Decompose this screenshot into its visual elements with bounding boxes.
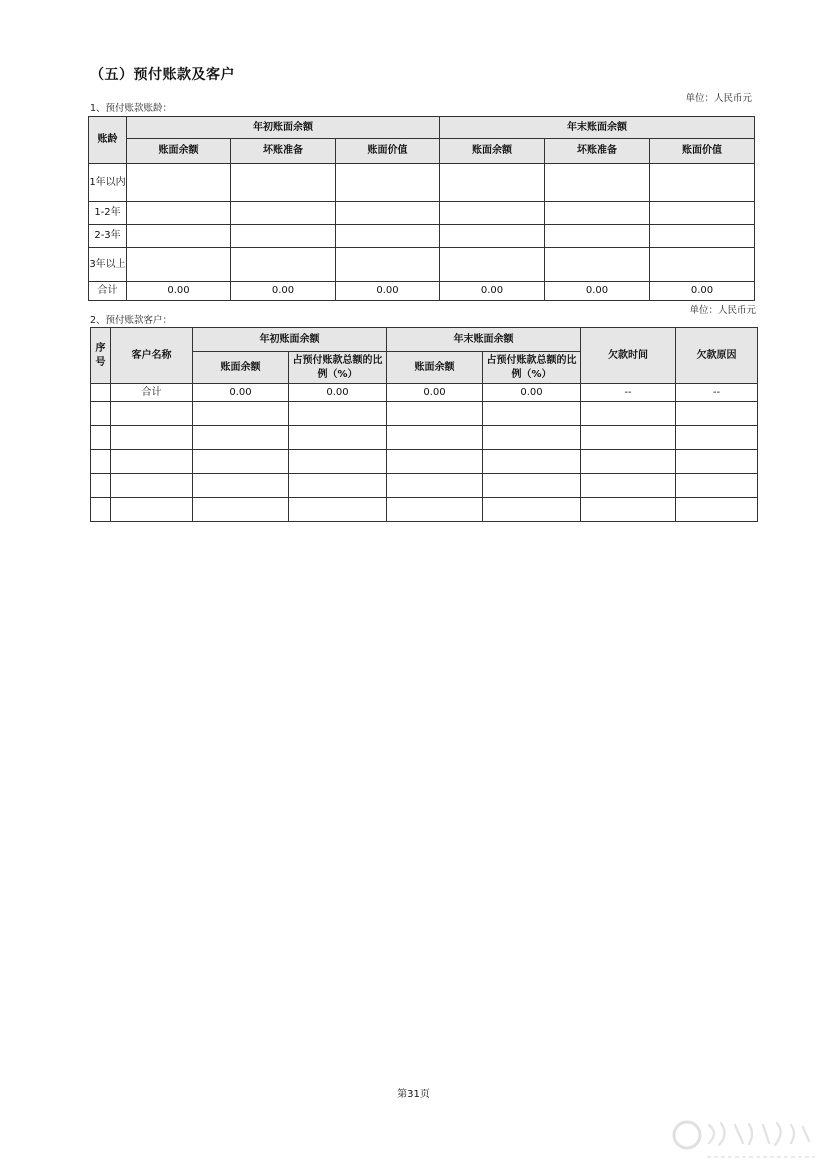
cell <box>387 402 483 426</box>
cell <box>581 498 676 522</box>
cell <box>676 450 758 474</box>
section-title: （五）预付账款及客户 <box>90 67 235 83</box>
cell <box>545 164 650 202</box>
table2-unit: 单位：人民币元 <box>689 305 756 316</box>
cell <box>440 225 545 248</box>
overdue-time-header: 欠款时间 <box>581 328 676 384</box>
cell: 0.00 <box>289 384 387 402</box>
cell: 0.00 <box>127 282 231 301</box>
sub-header: 账面余额 <box>127 139 231 164</box>
cell <box>111 402 193 426</box>
museum-watermark-logo <box>669 1115 819 1165</box>
cell <box>91 474 111 498</box>
sub-header: 账面余额 <box>387 352 483 384</box>
cell <box>231 202 336 225</box>
cell <box>483 498 581 522</box>
cell <box>676 474 758 498</box>
sub-header: 账面价值 <box>650 139 755 164</box>
sub-header: 账面余额 <box>440 139 545 164</box>
cell: 0.00 <box>650 282 755 301</box>
sub-header: 账面余额 <box>193 352 289 384</box>
cell <box>650 202 755 225</box>
cell <box>650 164 755 202</box>
cell <box>127 248 231 282</box>
row-label: 1-2年 <box>89 202 127 225</box>
cell: 合计 <box>111 384 193 402</box>
cell <box>387 450 483 474</box>
cell <box>91 426 111 450</box>
table1-unit: 单位：人民币元 <box>685 93 752 104</box>
cell <box>127 225 231 248</box>
cell <box>581 450 676 474</box>
table-row <box>91 402 758 426</box>
cell <box>193 498 289 522</box>
row-label: 合计 <box>89 282 127 301</box>
cell <box>193 426 289 450</box>
sub-header: 占预付账款总额的比例（%） <box>483 352 581 384</box>
table-row <box>89 202 755 225</box>
total-row <box>89 282 755 301</box>
cell <box>483 402 581 426</box>
cell <box>650 225 755 248</box>
cell <box>193 474 289 498</box>
cell <box>440 248 545 282</box>
seq-header: 序号 <box>91 328 111 384</box>
table-row <box>91 450 758 474</box>
cell <box>676 402 758 426</box>
cell <box>483 474 581 498</box>
begin-balance-header: 年初账面余额 <box>127 117 440 139</box>
cell <box>336 164 440 202</box>
table-row <box>89 225 755 248</box>
sub-header: 占预付账款总额的比例（%） <box>289 352 387 384</box>
cell: 0.00 <box>231 282 336 301</box>
table1-caption: 1、预付账款账龄： <box>90 103 173 114</box>
cell <box>91 498 111 522</box>
customer-name-header: 客户名称 <box>111 328 193 384</box>
cell <box>545 248 650 282</box>
end-balance-header: 年末账面余额 <box>440 117 755 139</box>
age-header: 账龄 <box>89 117 127 164</box>
cell <box>111 426 193 450</box>
cell <box>91 384 111 402</box>
cell <box>387 474 483 498</box>
customer-table <box>90 327 758 522</box>
cell <box>127 202 231 225</box>
overdue-reason-header: 欠款原因 <box>676 328 758 384</box>
cell <box>650 248 755 282</box>
cell: 0.00 <box>387 384 483 402</box>
cell: 0.00 <box>336 282 440 301</box>
cell <box>111 450 193 474</box>
cell <box>387 498 483 522</box>
cell <box>231 164 336 202</box>
cell <box>336 225 440 248</box>
cell <box>483 426 581 450</box>
cell <box>545 202 650 225</box>
table-row <box>89 248 755 282</box>
cell <box>111 474 193 498</box>
cell <box>91 402 111 426</box>
sub-header: 账面价值 <box>336 139 440 164</box>
sub-header: 坏账准备 <box>231 139 336 164</box>
cell <box>483 450 581 474</box>
row-label: 2-3年 <box>89 225 127 248</box>
cell <box>289 498 387 522</box>
page-number: 第31页 <box>397 1089 430 1100</box>
cell <box>676 426 758 450</box>
cell <box>91 450 111 474</box>
cell <box>545 225 650 248</box>
cell <box>289 474 387 498</box>
table-row <box>91 426 758 450</box>
table-row <box>91 474 758 498</box>
cell <box>231 248 336 282</box>
cell: 0.00 <box>483 384 581 402</box>
cell <box>111 498 193 522</box>
cell: -- <box>581 384 676 402</box>
cell: 0.00 <box>193 384 289 402</box>
cell <box>676 498 758 522</box>
cell <box>127 164 231 202</box>
cell <box>440 164 545 202</box>
cell: 0.00 <box>440 282 545 301</box>
cell <box>193 450 289 474</box>
cell: -- <box>676 384 758 402</box>
cell <box>289 450 387 474</box>
cell <box>336 202 440 225</box>
cell <box>387 426 483 450</box>
cell: 0.00 <box>545 282 650 301</box>
cell <box>581 426 676 450</box>
total-row <box>91 384 758 402</box>
aging-table <box>88 116 755 301</box>
cell <box>231 225 336 248</box>
cell <box>289 426 387 450</box>
end-balance-header: 年末账面余额 <box>387 328 581 352</box>
cell <box>581 474 676 498</box>
cell <box>289 402 387 426</box>
begin-balance-header: 年初账面余额 <box>193 328 387 352</box>
row-label: 3年以上 <box>89 248 127 282</box>
cell <box>336 248 440 282</box>
cell <box>581 402 676 426</box>
row-label: 1年以内 <box>89 164 127 202</box>
table-row <box>89 164 755 202</box>
cell <box>193 402 289 426</box>
cell <box>440 202 545 225</box>
sub-header: 坏账准备 <box>545 139 650 164</box>
table-row <box>91 498 758 522</box>
table2-caption: 2、预付账款客户： <box>90 315 173 326</box>
